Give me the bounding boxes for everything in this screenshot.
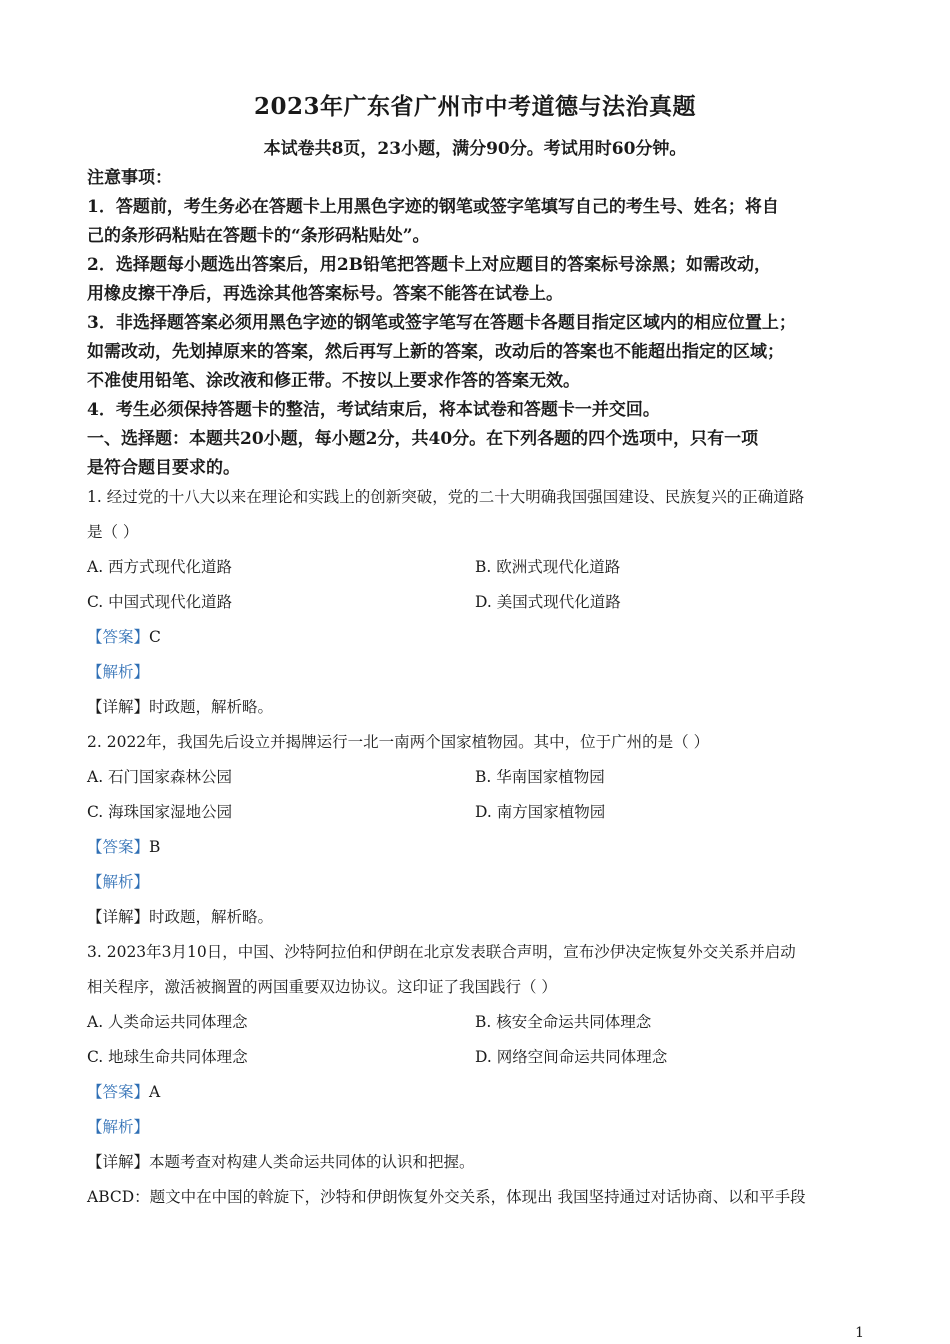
section-heading-line: 一、选择题：本题共20小题，每小题2分，共40分。在下列各题的四个选项中，只有一项 xyxy=(87,429,759,449)
option-c: C. 地球生命共同体理念 xyxy=(87,1048,248,1066)
option-d: D. 美国式现代化道路 xyxy=(475,593,621,611)
question-stem-line: 3. 2023年3月10日，中国、沙特阿拉伯和伊朗在北京发表联合声明，宣布沙伊决定恢复外交关系并启动 xyxy=(87,943,796,961)
option-a: A. 石门国家森林公园 xyxy=(87,768,233,786)
notice-line: 己的条形码粘贴在答题卡的“条形码粘贴处”。 xyxy=(87,226,430,246)
option-c: C. 海珠国家湿地公园 xyxy=(87,803,233,821)
analysis-line xyxy=(87,865,877,900)
answer-tag: 【答案】 xyxy=(87,1083,150,1101)
detail-tag: 【详解】 xyxy=(87,698,150,716)
detail-text: 时政题，解析略。 xyxy=(149,698,274,716)
answer-line xyxy=(87,1075,877,1110)
notice-line: 3．非选择题答案必须用黑色字迹的钢笔或签字笔写在答题卡各题目指定区域内的相应位置上； xyxy=(87,313,796,333)
detail-text: 时政题，解析略。 xyxy=(149,908,274,926)
question-2 xyxy=(87,725,877,935)
page-subtitle: 本试卷共8页，23小题，满分90分。考试用时60分钟。 xyxy=(263,139,687,159)
detail-continuation: ABCD：题文中在中国的斡旋下，沙特和伊朗恢复外交关系，体现出 我国坚持通过对话协商、以和平手段 xyxy=(87,1188,806,1206)
option-d: D. 南方国家植物园 xyxy=(475,803,606,821)
analysis-tag: 【解析】 xyxy=(87,873,150,891)
detail-line xyxy=(87,1145,877,1180)
option-b: B. 核安全命运共同体理念 xyxy=(475,1013,652,1031)
notice-line: 4．考生必须保持答题卡的整洁，考试结束后，将本试卷和答题卡一并交回。 xyxy=(87,400,660,420)
notice-line: 2．选择题每小题选出答案后，用2B铅笔把答题卡上对应题目的答案标号涂黑；如需改动， xyxy=(87,255,772,275)
question-stem-line: 相关程序，激活被搁置的两国重要双边协议。这印证了我国践行（ ） xyxy=(87,978,557,996)
option-b: B. 华南国家植物园 xyxy=(475,768,605,786)
notice-line: 1．答题前，考生务必在答题卡上用黑色字迹的钢笔或签字笔填写自己的考生号、姓名；将自 xyxy=(87,197,779,217)
answer-line xyxy=(87,830,877,865)
notice-line: 不准使用铅笔、涂改液和修正带。不按以上要求作答的答案无效。 xyxy=(87,371,580,391)
question-stem-line: 1. 经过党的十八大以来在理论和实践上的创新突破，党的二十大明确我国强国建设、民族复兴的正确道路 xyxy=(87,488,805,506)
option-row xyxy=(87,1005,877,1040)
answer-line xyxy=(87,620,877,655)
analysis-line xyxy=(87,1110,877,1145)
option-a: A. 人类命运共同体理念 xyxy=(87,1013,248,1031)
answer-value: B xyxy=(149,838,161,856)
option-c: C. 中国式现代化道路 xyxy=(87,593,233,611)
answer-value: A xyxy=(149,1083,161,1101)
page-number: 1 xyxy=(855,1325,864,1341)
option-d: D. 网络空间命运共同体理念 xyxy=(475,1048,668,1066)
option-row xyxy=(87,585,877,620)
notice-line: 如需改动，先划掉原来的答案，然后再写上新的答案，改动后的答案也不能超出指定的区域； xyxy=(87,342,784,362)
analysis-tag: 【解析】 xyxy=(87,663,150,681)
page-title: 2023年广东省广州市中考道德与法治真题 xyxy=(253,93,696,120)
detail-text: 本题考查对构建人类命运共同体的认识和把握。 xyxy=(149,1153,475,1171)
detail-tag: 【详解】 xyxy=(87,908,150,926)
questions-area xyxy=(87,480,877,1215)
analysis-tag: 【解析】 xyxy=(87,1118,150,1136)
question-stem-line: 2. 2022年，我国先后设立并揭牌运行一北一南两个国家植物园。其中，位于广州的是（ ） xyxy=(87,733,710,751)
question-3 xyxy=(87,935,877,1215)
notice-line: 用橡皮擦干净后，再选涂其他答案标号。答案不能答在试卷上。 xyxy=(87,284,563,304)
option-row xyxy=(87,795,877,830)
option-row xyxy=(87,550,877,585)
question-stem-line: 是（ ） xyxy=(87,523,139,541)
analysis-line xyxy=(87,655,877,690)
answer-tag: 【答案】 xyxy=(87,838,150,856)
detail-line xyxy=(87,900,877,935)
notice-heading: 注意事项： xyxy=(87,168,172,188)
option-row xyxy=(87,1040,877,1075)
notice-block xyxy=(87,164,877,483)
detail-line xyxy=(87,690,877,725)
question-1 xyxy=(87,480,877,725)
detail-tag: 【详解】 xyxy=(87,1153,150,1171)
section-heading-line: 是符合题目要求的。 xyxy=(87,458,240,478)
option-b: B. 欧洲式现代化道路 xyxy=(475,558,621,576)
answer-value: C xyxy=(149,628,161,646)
answer-tag: 【答案】 xyxy=(87,628,150,646)
option-a: A. 西方式现代化道路 xyxy=(87,558,233,576)
option-row xyxy=(87,760,877,795)
